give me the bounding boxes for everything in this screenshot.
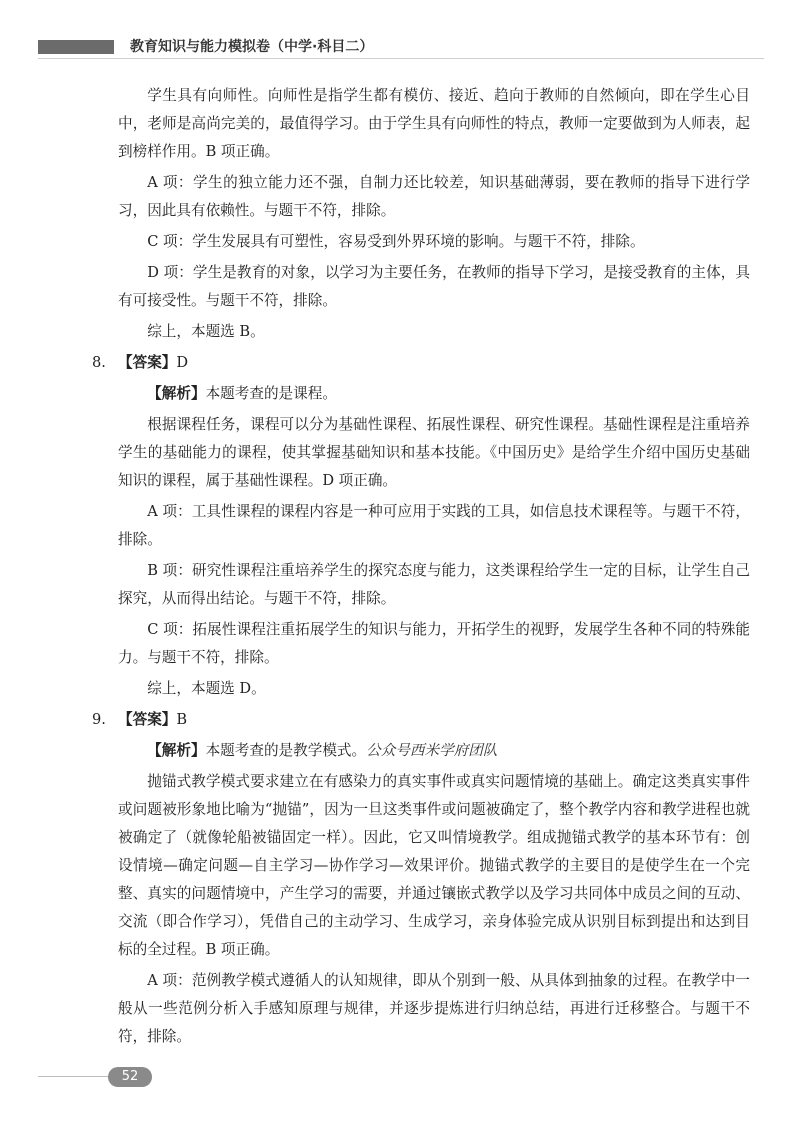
analysis-text: 本题考查的是课程。	[205, 385, 337, 402]
paragraph: 学生具有向师性。向师性是指学生都有模仿、接近、趋向于教师的自然倾向，即在学生心目中，老师是高尚完美的，最值得学习。由于学生具有向师性的特点，教师一定要做到为人师表，起到榜样作用。B 项正确。	[118, 87, 750, 160]
question-9-answer	[92, 706, 750, 734]
answer-label: 【答案】	[118, 711, 177, 728]
paragraph: C 项：拓展性课程注重拓展学生的知识与能力，开拓学生的视野，发展学生各种不同的特殊能力。与题干不符，排除。	[118, 621, 750, 666]
paragraph: A 项：范例教学模式遵循人的认知规律，即从个别到一般、从具体到抽象的过程。在教学中一般从一些范例分析入手感知原理与规律，并逐步提炼进行归纳总结，再进行迁移整合。与题干不符，排除。	[118, 972, 750, 1045]
header-bar	[38, 40, 114, 54]
page-number-badge: 52	[108, 1067, 152, 1087]
header-divider	[38, 58, 764, 59]
analysis-text: 本题考查的是教学模式。	[205, 742, 367, 759]
paragraph: C 项：学生发展具有可塑性，容易受到外界环境的影响。与题干不符，排除。	[147, 233, 645, 250]
question-number: 9.	[92, 711, 106, 728]
paragraph: 综上，本题选 B。	[147, 323, 265, 340]
analysis-label: 【解析】	[147, 742, 206, 759]
handwritten-note: 公众号西米学府团队	[366, 742, 498, 759]
paragraph: A 项：学生的独立能力还不强，自制力还比较差，知识基础薄弱，要在教师的指导下进行学习，因此具有依赖性。与题干不符，排除。	[118, 174, 750, 219]
page-header-title: 教育知识与能力模拟卷（中学·科目二）	[130, 39, 374, 55]
paragraph: 抛锚式教学模式要求建立在有感染力的真实事件或真实问题情境的基础上。确定这类真实事件或问题被形象地比喻为“抛锚”，因为一旦这类事件或问题被确定了，整个教学内容和教学进程也就被确定了（就像轮船被锚固定一样）。因此，它又叫情境教学。组成抛锚式教学的基本环节有：创设情境—确定问题—自主学习—协作学习—效果评价。抛锚式教学的主要目的是使学生在一个完整、真实的问题情境中，产生学习的需要，并通过镶嵌式教学以及学习共同体中成员之间的互动、交流（即合作学习），凭借自己的主动学习、生成学习，亲身体验完成从识别目标到提出和达到目标的全过程。B 项正确。	[118, 773, 750, 958]
analysis-label: 【解析】	[147, 385, 206, 402]
paragraph: 根据课程任务，课程可以分为基础性课程、拓展性课程、研究性课程。基础性课程是注重培养学生的基础能力的课程，使其掌握基础知识和基本技能。《中国历史》是给学生介绍中国历史基础知识的课程，属于基础性课程。D 项正确。	[118, 416, 750, 489]
question-9-analysis	[118, 737, 750, 765]
page-content	[92, 82, 750, 1054]
paragraph: A 项：工具性课程的课程内容是一种可应用于实践的工具，如信息技术课程等。与题干不符，排除。	[118, 503, 750, 548]
paragraph: 综上，本题选 D。	[147, 680, 266, 697]
question-number: 8.	[92, 354, 106, 371]
answer-value: D	[176, 354, 189, 371]
answer-label: 【答案】	[118, 354, 177, 371]
question-8-answer	[92, 349, 750, 377]
paragraph: B 项：研究性课程注重培养学生的探究态度与能力，这类课程给学生一定的目标，让学生自己探究，从而得出结论。与题干不符，排除。	[118, 562, 750, 607]
paragraph: D 项：学生是教育的对象，以学习为主要任务，在教师的指导下学习，是接受教育的主体，具有可接受性。与题干不符，排除。	[118, 264, 750, 309]
answer-value: B	[176, 711, 188, 728]
question-8-analysis	[118, 380, 750, 408]
